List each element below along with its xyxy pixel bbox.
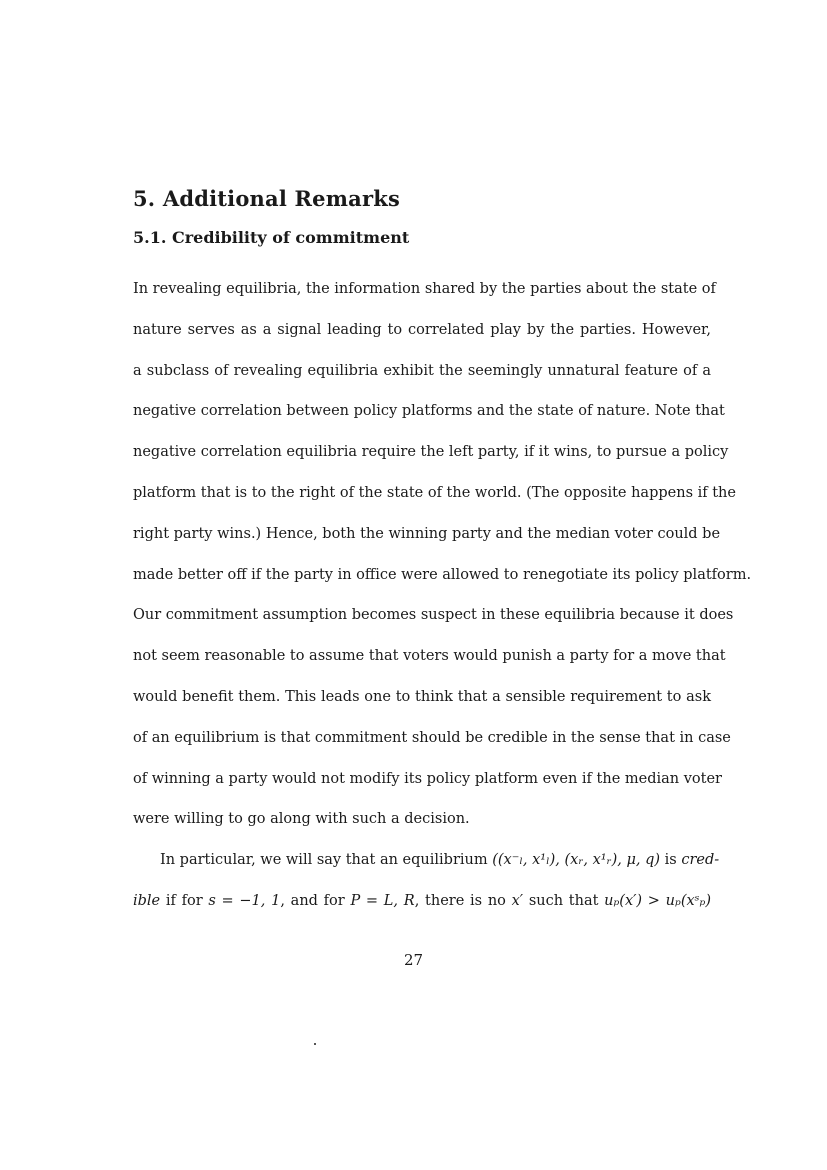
- text-run: In particular, we will say that an equilibrium: [160, 852, 493, 869]
- text-line: [133, 881, 711, 922]
- math-expression: s = −1, 1: [208, 892, 281, 909]
- text-line: not seem reasonable to assume that voters would punish a party for a move that: [133, 648, 726, 665]
- text-line: negative correlation between policy platforms and the state of nature. Note that: [133, 403, 725, 420]
- text-run: , there is no: [414, 892, 512, 909]
- text-line: In revealing equilibria, the information shared by the parties about the state of: [133, 281, 716, 297]
- text-line: platform that is to the right of the state of the world. (The opposite happens if the: [133, 484, 736, 501]
- text-run: , and for: [280, 892, 351, 909]
- section-title: 5. Additional Remarks: [133, 186, 400, 211]
- page-number: 27: [403, 951, 424, 969]
- text-line: would benefit them. This leads one to think that a sensible requirement to ask: [133, 688, 711, 705]
- text-run: if for: [160, 892, 209, 909]
- text-line: made better off if the party in office were allowed to renegotiate its policy platform.: [133, 566, 752, 583]
- text-line: [133, 840, 720, 881]
- text-run: is: [660, 852, 682, 869]
- paragraph: [133, 269, 752, 840]
- emphasis: cred-: [681, 852, 720, 869]
- emphasis: ible: [133, 892, 161, 909]
- math-expression: ((x⁻ₗ, x¹ₗ), (xᵣ, x¹ᵣ), μ, q): [492, 852, 661, 869]
- math-expression: x′: [511, 892, 524, 909]
- text-run: such that: [523, 892, 605, 909]
- text-line: of winning a party would not modify its policy platform even if the median voter: [133, 770, 722, 787]
- paragraph: [133, 840, 720, 922]
- text-line: a subclass of revealing equilibria exhibit the seemingly unnatural feature of a: [133, 362, 711, 379]
- math-expression: uₚ(x′) > uₚ(xˢₚ): [604, 892, 711, 909]
- text-line: Our commitment assumption becomes suspect in these equilibria because it does: [133, 607, 734, 624]
- subsection-title: 5.1. Credibility of commitment: [133, 228, 410, 247]
- text-line: right party wins.) Hence, both the winning party and the median voter could be: [133, 525, 721, 542]
- text-line: were willing to go along with such a decision.: [133, 811, 470, 828]
- body-text: [133, 269, 752, 922]
- text-line: of an equilibrium is that commitment should be credible in the sense that in case: [133, 729, 731, 746]
- text-line: nature serves as a signal leading to correlated play by the parties. However,: [133, 321, 711, 338]
- scan-speck: [314, 1043, 316, 1045]
- math-expression: P = L, R: [350, 892, 415, 909]
- text-line: negative correlation equilibria require the left party, if it wins, to pursue a policy: [133, 444, 729, 461]
